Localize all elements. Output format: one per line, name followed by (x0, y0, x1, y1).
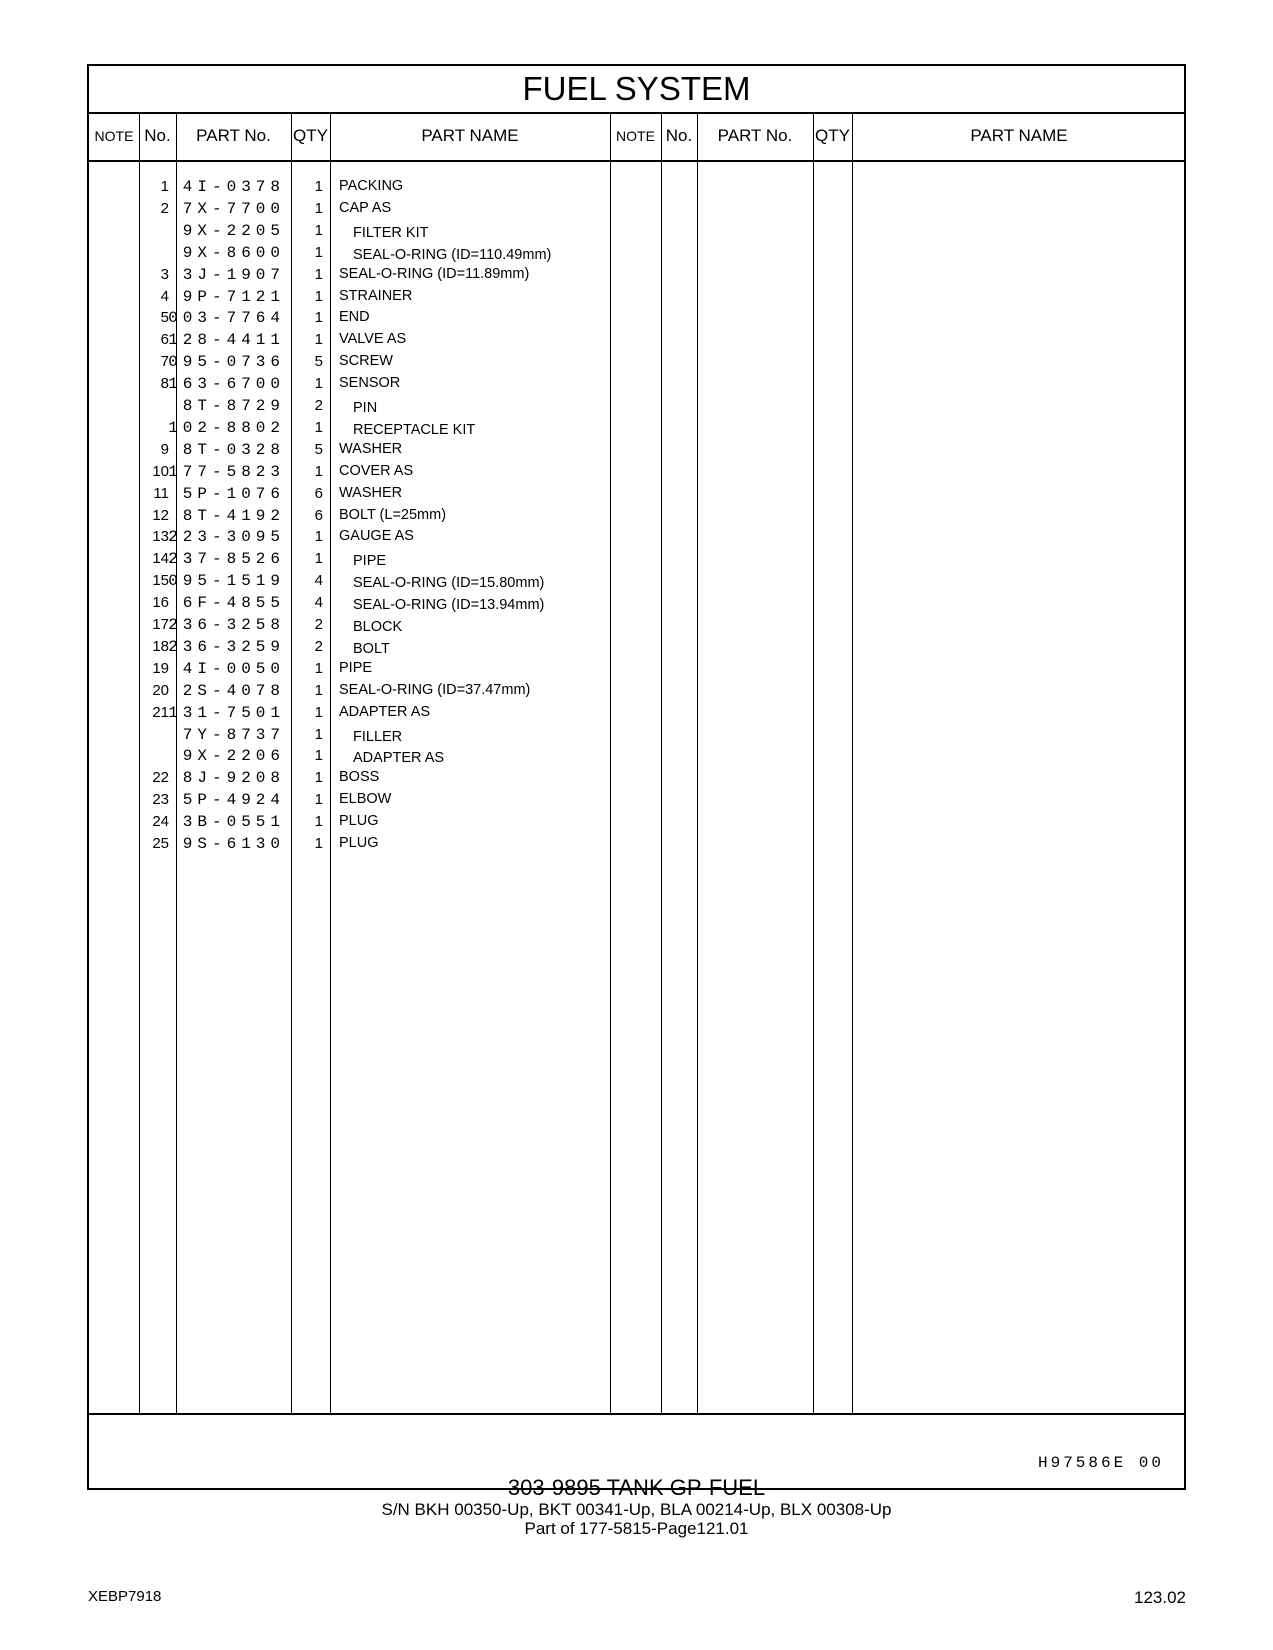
part-number: 237-8526 (168, 550, 285, 569)
item-number: 14 (152, 550, 169, 568)
quantity: 1 (314, 221, 323, 239)
assembly-title: 303-9895 TANK GP-FUEL (507, 1475, 766, 1500)
quantity: 6 (314, 484, 323, 502)
item-number: 5 (160, 309, 169, 327)
quantity: 1 (314, 835, 323, 852)
column-divider (610, 112, 611, 1413)
part-number: 8T-4192 (182, 506, 285, 525)
table-row (89, 550, 610, 572)
quantity: 1 (314, 659, 323, 677)
table-row (89, 638, 610, 660)
part-number: 003-7764 (168, 309, 285, 328)
quantity: 1 (314, 791, 323, 809)
column-divider (852, 112, 853, 1413)
quantity: 1 (314, 331, 323, 349)
column-divider (813, 112, 814, 1413)
item-number: 24 (152, 813, 169, 831)
part-name: SEAL-O-RING (ID=15.80mm) (353, 575, 545, 592)
table-row (89, 397, 610, 419)
part-name: ADAPTER AS (353, 750, 445, 767)
header-note-left: NOTE (94, 128, 134, 144)
quantity: 1 (314, 769, 323, 787)
item-number: 3 (160, 265, 169, 283)
part-number: 8J-9208 (182, 769, 285, 788)
part-name: ADAPTER AS (339, 703, 431, 720)
parent-reference: Part of 177-5815-Page121.01 (524, 1519, 749, 1538)
header-partname-left: PART NAME (421, 126, 519, 145)
column-divider (697, 112, 698, 1413)
table-footer-divider (89, 1413, 1184, 1415)
header-no-left: No. (144, 126, 171, 145)
page-number: 123.02 (1134, 1588, 1186, 1607)
part-name: GAUGE AS (339, 528, 414, 545)
table-row (89, 704, 610, 726)
item-number: 2 (160, 199, 169, 217)
part-name: FILLER (353, 728, 403, 745)
part-number: 9X-8600 (182, 243, 285, 262)
table-row (89, 288, 610, 310)
part-number: 8T-8729 (182, 397, 285, 415)
table-row (89, 419, 610, 441)
table-row (89, 835, 610, 857)
quantity: 2 (314, 637, 323, 655)
item-number: 20 (152, 681, 169, 699)
table-row (89, 507, 610, 529)
part-number: 4I-0050 (182, 659, 285, 678)
quantity: 1 (314, 243, 323, 261)
part-name: BOSS (339, 769, 380, 786)
part-name: VALVE AS (339, 331, 407, 348)
item-number: 4 (160, 287, 169, 305)
part-number: 9X-2205 (182, 221, 285, 240)
part-number: 163-6700 (168, 375, 285, 394)
quantity: 4 (314, 594, 323, 612)
page-title: FUEL SYSTEM (89, 66, 1184, 114)
quantity: 5 (314, 353, 323, 371)
table-row (89, 353, 610, 375)
table-row (89, 266, 610, 288)
table-row (89, 594, 610, 616)
part-name: PIPE (339, 659, 373, 676)
part-number: 5P-4924 (182, 791, 285, 810)
item-number: 17 (152, 616, 169, 633)
table-row (89, 222, 610, 244)
quantity: 1 (314, 462, 323, 480)
table-row (89, 200, 610, 222)
part-name: PLUG (339, 813, 379, 830)
part-name: PLUG (339, 835, 379, 851)
table-row (89, 682, 610, 704)
part-number: 9S-6130 (182, 835, 285, 853)
header-note-right: NOTE (616, 128, 655, 144)
item-number: 16 (152, 594, 169, 612)
item-number: 9 (160, 440, 169, 458)
part-name: PACKING (339, 178, 404, 194)
quantity: 1 (314, 725, 323, 743)
serial-range: S/N BKH 00350-Up, BKT 00341-Up, BLA 00214-Up, BLX 00308-Up (381, 1500, 892, 1519)
item-number: 19 (152, 659, 169, 677)
part-number: 9X-2206 (182, 747, 285, 766)
table-row (89, 769, 610, 791)
table-row (89, 244, 610, 266)
item-number: 1 (160, 178, 169, 195)
item-number: 22 (152, 769, 169, 787)
item-number: 23 (152, 791, 169, 809)
document-id: XEBP7918 (88, 1588, 162, 1605)
part-name: PIN (353, 400, 378, 416)
part-number: 3J-1907 (182, 265, 285, 284)
quantity: 1 (314, 747, 323, 765)
item-number: 13 (152, 528, 169, 546)
part-number: 095-0736 (168, 353, 285, 372)
parts-sheet (87, 64, 1186, 1490)
part-number: 095-1519 (168, 572, 285, 591)
part-name: FILTER KIT (353, 224, 429, 241)
quantity: 2 (314, 397, 323, 414)
part-name: STRAINER (339, 287, 413, 304)
part-name: SENSOR (339, 375, 401, 392)
quantity: 1 (314, 418, 323, 436)
part-name: END (339, 309, 370, 326)
quantity: 1 (314, 265, 323, 283)
part-name: SEAL-O-RING (ID=13.94mm) (353, 597, 545, 614)
part-name: RECEPTACLE KIT (353, 421, 476, 438)
illustration-code: H97586E 00 (1037, 1454, 1164, 1472)
part-name: SCREW (339, 353, 393, 370)
item-number: 25 (152, 835, 169, 852)
table-row (89, 660, 610, 682)
header-partno-left: PART No. (196, 126, 271, 145)
quantity: 1 (314, 287, 323, 305)
table-row (89, 726, 610, 748)
item-number: 6 (160, 331, 169, 349)
header-qty-right: QTY (815, 126, 850, 145)
item-number: 12 (152, 506, 169, 524)
table-row (89, 616, 610, 638)
quantity: 1 (314, 375, 323, 393)
table-row (89, 572, 610, 594)
item-number: 21 (152, 703, 169, 721)
header-partname-right: PART NAME (970, 126, 1068, 145)
table-row (89, 178, 610, 200)
quantity: 1 (314, 550, 323, 568)
part-number: 128-4411 (168, 331, 285, 350)
item-number: 15 (152, 572, 169, 590)
part-name: SEAL-O-RING (ID=11.89mm) (339, 265, 530, 282)
header-qty-left: QTY (293, 126, 328, 145)
part-number: 102-8802 (168, 418, 285, 437)
item-number: 11 (153, 484, 169, 502)
part-number: 131-7501 (168, 703, 285, 722)
quantity: 1 (314, 703, 323, 721)
header-no-right: No. (665, 126, 693, 145)
column-divider (661, 112, 662, 1413)
part-number: 5P-1076 (182, 484, 285, 503)
quantity: 4 (314, 572, 323, 590)
part-name: BOLT (L=25mm) (339, 506, 447, 523)
part-name: SEAL-O-RING (ID=37.47mm) (339, 681, 531, 698)
part-name: BOLT (353, 640, 390, 657)
part-number: 7X-7700 (182, 199, 285, 218)
part-number: 8T-0328 (182, 440, 285, 459)
quantity: 1 (314, 199, 323, 217)
item-number: 18 (152, 637, 169, 655)
part-name: WASHER (339, 484, 403, 501)
part-name: COVER AS (339, 462, 414, 479)
part-number: 177-5823 (168, 462, 285, 481)
quantity: 5 (314, 440, 323, 458)
table-row (89, 791, 610, 813)
part-number: 4I-0378 (182, 178, 285, 196)
quantity: 1 (314, 528, 323, 546)
item-number: 8 (160, 375, 169, 393)
part-number: 3B-0551 (182, 813, 285, 832)
part-number: 7Y-8737 (182, 725, 285, 744)
part-name: CAP AS (339, 199, 392, 216)
table-row (89, 441, 610, 463)
quantity: 1 (314, 178, 323, 195)
table-row (89, 375, 610, 397)
header-partno-right: PART No. (717, 126, 793, 145)
part-number: 223-3095 (168, 528, 285, 547)
part-name: BLOCK (353, 619, 403, 635)
table-row (89, 813, 610, 835)
item-number: 10 (152, 462, 169, 480)
part-number: 236-3258 (168, 616, 285, 634)
quantity: 1 (314, 681, 323, 699)
table-row (89, 309, 610, 331)
quantity: 1 (314, 813, 323, 831)
part-number: 9P-7121 (182, 287, 285, 306)
part-number: 236-3259 (168, 637, 285, 656)
part-name: WASHER (339, 440, 403, 457)
table-row (89, 463, 610, 485)
table-row (89, 747, 610, 769)
table-row (89, 331, 610, 353)
part-name: PIPE (353, 553, 387, 570)
table-row (89, 485, 610, 507)
quantity: 1 (314, 309, 323, 327)
part-number: 6F-4855 (182, 594, 285, 613)
table-row (89, 528, 610, 550)
quantity: 2 (314, 616, 323, 633)
quantity: 6 (314, 506, 323, 524)
part-number: 2S-4078 (182, 681, 285, 700)
part-name: SEAL-O-RING (ID=110.49mm) (353, 246, 552, 263)
item-number: 7 (160, 353, 169, 371)
part-name: ELBOW (339, 791, 392, 808)
